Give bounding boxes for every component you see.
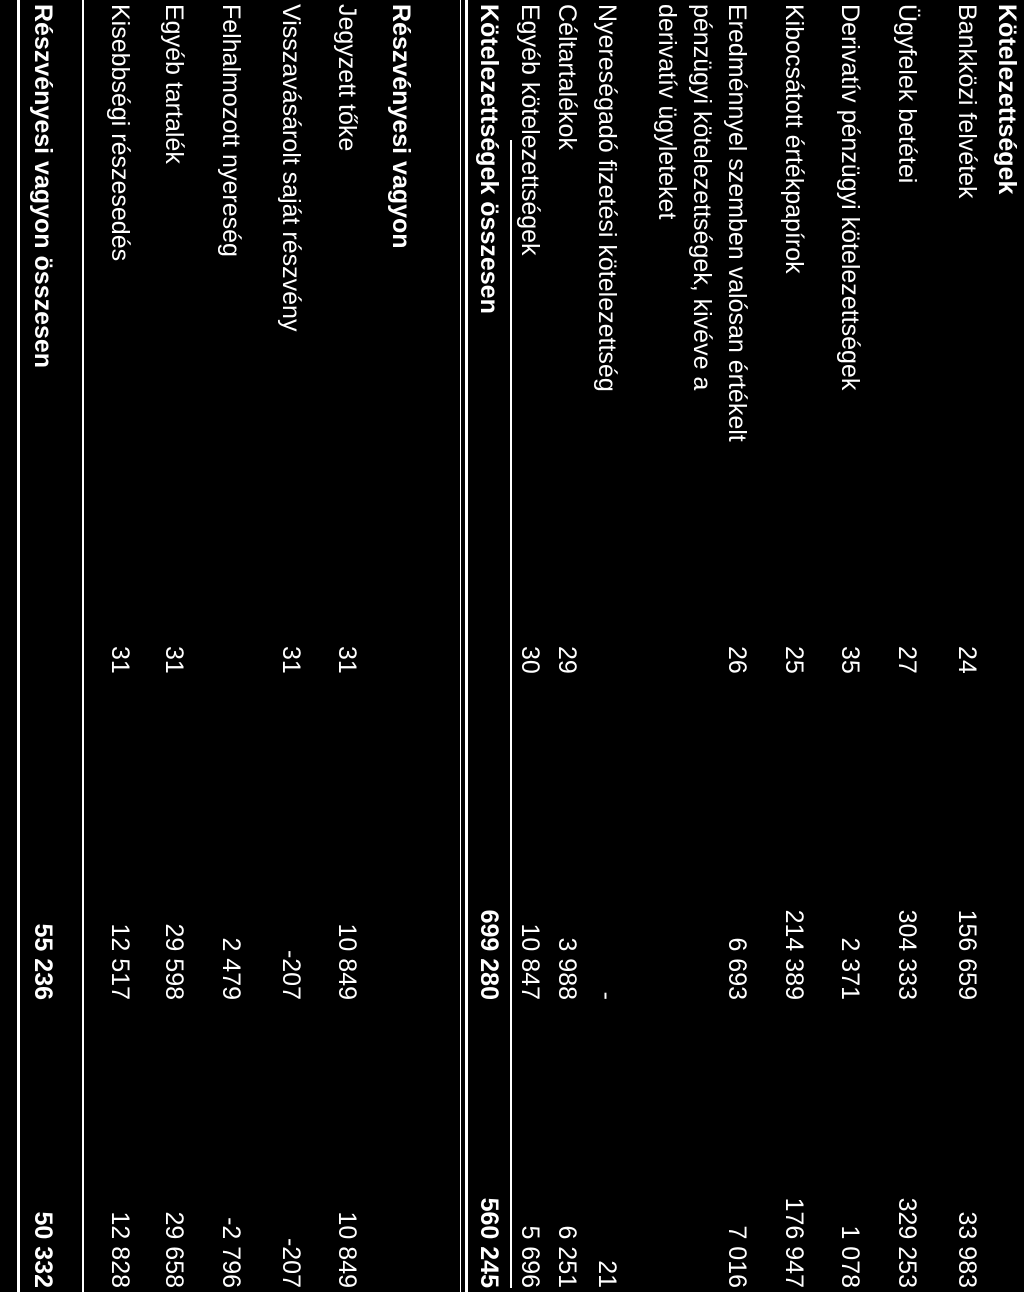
row-prior-value: -207: [277, 1237, 305, 1288]
table-row: [948, 0, 984, 1292]
row-prior-value: 10 849: [333, 1211, 361, 1288]
row-note: 31: [277, 646, 305, 674]
row-note: 24: [953, 646, 981, 674]
row-prior-value: 5 696: [516, 1225, 544, 1288]
row-note: 31: [160, 646, 188, 674]
total-label: Kötelezettségek összesen: [475, 4, 503, 314]
row-current-value: 3 988: [553, 937, 581, 1000]
row-note: 30: [516, 646, 544, 674]
table-row: [155, 0, 191, 1292]
table-row: [328, 0, 364, 1292]
row-label: Felhalmozott nyereség: [217, 4, 245, 257]
total-current-value: 55 236: [29, 923, 57, 1000]
divider: [460, 0, 461, 1292]
row-note: 25: [780, 646, 808, 674]
total-label: Részvényesi vagyon összesen: [29, 4, 57, 369]
table-row: [272, 0, 308, 1292]
row-label: Jegyzett tőke: [333, 4, 361, 152]
total-row-liabilities: [470, 0, 506, 1292]
row-prior-value: 7 016: [723, 1225, 751, 1288]
divider: [510, 140, 512, 1288]
row-prior-value: 176 947: [780, 1197, 808, 1288]
row-current-value: 304 333: [893, 909, 921, 1000]
row-prior-value: 21: [593, 1260, 621, 1288]
table-row: [831, 0, 867, 1292]
row-current-value: 6 693: [723, 937, 751, 1000]
row-label: Bankközi felvétek: [953, 4, 981, 199]
row-current-value: 12 517: [106, 923, 134, 1000]
total-prior-value: 560 245: [475, 1197, 503, 1288]
total-current-value: 699 280: [475, 909, 503, 1000]
row-note: 35: [836, 646, 864, 674]
divider: [17, 0, 20, 1292]
row-label: Derivatív pénzügyi kötelezettségek: [836, 4, 864, 391]
row-prior-value: 1 078: [836, 1225, 864, 1288]
row-label: Kibocsátott értékpapírok: [780, 4, 808, 274]
row-current-value: 2 479: [217, 937, 245, 1000]
total-prior-value: 50 332: [29, 1211, 57, 1288]
divider: [465, 0, 468, 1292]
row-note: 31: [333, 646, 361, 674]
row-note: 27: [893, 646, 921, 674]
row-note: 26: [723, 646, 751, 674]
row-label: Egyéb kötelezettségek: [516, 4, 544, 256]
row-prior-value: 29 658: [160, 1211, 188, 1288]
total-row-equity: [24, 0, 60, 1292]
table-row: [548, 0, 584, 1292]
table-row: [588, 0, 624, 1292]
section-heading-liabilities: [988, 0, 1024, 1292]
row-current-value: 2 371: [836, 937, 864, 1000]
row-current-value: 214 389: [780, 909, 808, 1000]
row-current-value: 10 847: [516, 923, 544, 1000]
row-label: Ügyfelek betétei: [893, 4, 921, 184]
section-heading-equity: [382, 0, 418, 1292]
row-label: Céltartalékok: [553, 4, 581, 150]
row-label-line: pénzügyi kötelezettségek, kivéve a: [688, 4, 716, 391]
row-note: 29: [553, 646, 581, 674]
section-title: Kötelezettségek: [993, 4, 1021, 195]
table-row-continuation: [648, 0, 684, 1292]
row-label: Kisebbségi részesedés: [106, 4, 134, 262]
row-label: Egyéb tartalék: [160, 4, 188, 164]
row-note: 31: [106, 646, 134, 674]
row-prior-value: 6 251: [553, 1225, 581, 1288]
row-prior-value: 33 983: [953, 1211, 981, 1288]
table-row: [888, 0, 924, 1292]
row-label-line: Eredménnyel szemben valósan értékelt: [723, 4, 751, 442]
row-current-value: -207: [277, 949, 305, 1000]
row-current-value: 10 849: [333, 923, 361, 1000]
row-prior-value: 12 828: [106, 1211, 134, 1288]
row-prior-value: 329 253: [893, 1197, 921, 1288]
table-row: [212, 0, 248, 1292]
table-row: [101, 0, 137, 1292]
section-title: Részvényesi vagyon: [387, 4, 415, 249]
table-row-continuation: [683, 0, 719, 1292]
row-current-value: 29 598: [160, 923, 188, 1000]
row-label: Visszavásárolt saját részvény: [277, 4, 305, 332]
row-prior-value: -2 796: [217, 1217, 245, 1288]
table-row: [718, 0, 754, 1292]
divider: [82, 0, 84, 1292]
row-label: Nyereségadó fizetési kötelezettség: [593, 4, 621, 392]
row-current-value: 156 659: [953, 909, 981, 1000]
table-row: [511, 0, 547, 1292]
table-row: [775, 0, 811, 1292]
row-current-value: -: [593, 991, 621, 1000]
row-label-line: derivatív ügyleteket: [653, 4, 681, 220]
